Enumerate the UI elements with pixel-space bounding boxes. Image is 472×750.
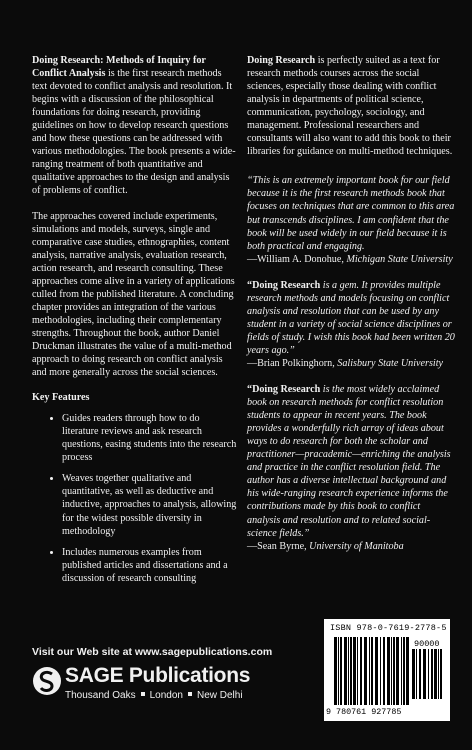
book-title: Doing Research: Methods of Inquiry for Conflict Analysis (32, 55, 206, 80)
quote-text: is the most widely acclaimed book on research methods for conflict resolution students to appear in recent years. The book provides a wonderfully rich array of ideas about ways to do research for both the scholar and practitioner—pracademic—enriching the analysis and practice in the conflict resolution field. The author has a diverse intellectual background and his wide-ranging research experience informs the contributions made by this book to conflict analysis and resolution and to related social-science fields.” (247, 384, 451, 539)
approaches-paragraph: The approaches covered include experiments, simulations and models, surveys, single and comparative case studies, ethnographies, content analysis, narrative analysis, evaluation research, action research, and research consulting. These approaches come alive in a variety of applications culled from the published literature. A concluding chapter provides an integration of the various methodologies, including their complementary strengths. Throughout the book, author Daniel Druckman illustrates the value of a multi-method approach to doing research on conflict analysis and more generally across the social sciences. (32, 210, 235, 379)
audience-text: is perfectly suited as a text for research methods courses across the social sciences, especially those dealing with conflict analysis in departments of political science, communication, psychology, sociology, and management. Professional researchers and consultants will also want to add this book to their libraries for guidance on multi-method techniques. (247, 55, 453, 158)
feature-item: • Weaves together qualitative and quantitative, as well as deductive and inductive, approaches to analysis, allowing for the widest possible diversity in methodology (62, 472, 238, 537)
publisher-name: SAGE Publications (65, 664, 251, 687)
barcode-addon-bars (412, 649, 444, 699)
book-title-short: Doing Research (247, 55, 316, 66)
endorsement-quote: “Doing Research is the most widely acclaimed book on research methods for conflict resolution students to appear in recent years. The book provides a wonderfully rich array of ideas about ways to do research for both the scholar and practitioner—pracademic—enriching the analysis and practice in the conflict resolution field. The author has a diverse intellectual background and his wide-ranging research experience informs the contributions made by this book to conflict analysis and resolution and to related social-science fields.” —Sean Byrne, University of Manitoba (247, 383, 455, 553)
feature-item: • Includes numerous examples from published articles and dissertations and a discussion of research consulting (62, 546, 238, 585)
intro-text: is the first research methods text devoted to conflict analysis and resolution. It begins with a discussion of the philosophical foundations for doing research, providing guidelines on how to develop research questions and how these questions can be addressed with various methodologies. The book presents a wide-ranging treatment of both quantitative and qualitative approaches to the design and analysis of problems of conflict. (32, 68, 236, 197)
isbn-barcode (324, 619, 450, 721)
quote-attribution: —William A. Donohue, Michigan State University (247, 253, 453, 265)
isbn-text: ISBN 978-0-7619-2778-5 (330, 623, 447, 633)
publisher-logo (32, 662, 272, 712)
quote-attribution: —Sean Byrne, University of Manitoba (247, 540, 404, 552)
quote-text: is a gem. It provides multiple research methods and models focusing on conflict analysis and resolution that can be used by any student in a variety of social science disciplines or fields of study. I wish this book had been written 20 years ago.” (247, 279, 455, 356)
audience-paragraph (247, 54, 455, 158)
publisher-cities: Thousand Oaks London New Delhi (65, 690, 243, 701)
feature-item: • Guides readers through how to do literature reviews and ask research questions, easing students into the research process (62, 412, 238, 464)
right-column (247, 54, 455, 566)
intro-paragraph (32, 54, 238, 198)
left-column (32, 54, 238, 593)
website-line: Visit our Web site at www.sagepublications.com (32, 646, 273, 658)
price-code: 90000 (414, 639, 440, 649)
barcode-digits: 9 780761 927785 (326, 707, 402, 717)
quote-text: “This is an extremely important book for our field because it is the first research methods book that focuses on techniques that are common to this area but transcends disciplines. I am confident that the book will be used widely in our field because it is both practical and engaging. (247, 175, 455, 252)
key-features-list (32, 412, 238, 585)
endorsement-quote: “Doing Research is a gem. It provides multiple research methods and models focusing on conflict analysis and resolution that can be used by any student in a variety of social science disciplines or fields of study. I wish this book had been written 20 years ago.” —Brian Polkinghorn, Salisbury State University (247, 279, 455, 369)
sage-logo-icon (32, 666, 62, 696)
endorsement-quote (247, 174, 455, 265)
quote-attribution: —Brian Polkinghorn, Salisbury State University (247, 357, 444, 369)
barcode-bars (334, 637, 410, 705)
key-features-heading: Key Features (32, 392, 90, 404)
